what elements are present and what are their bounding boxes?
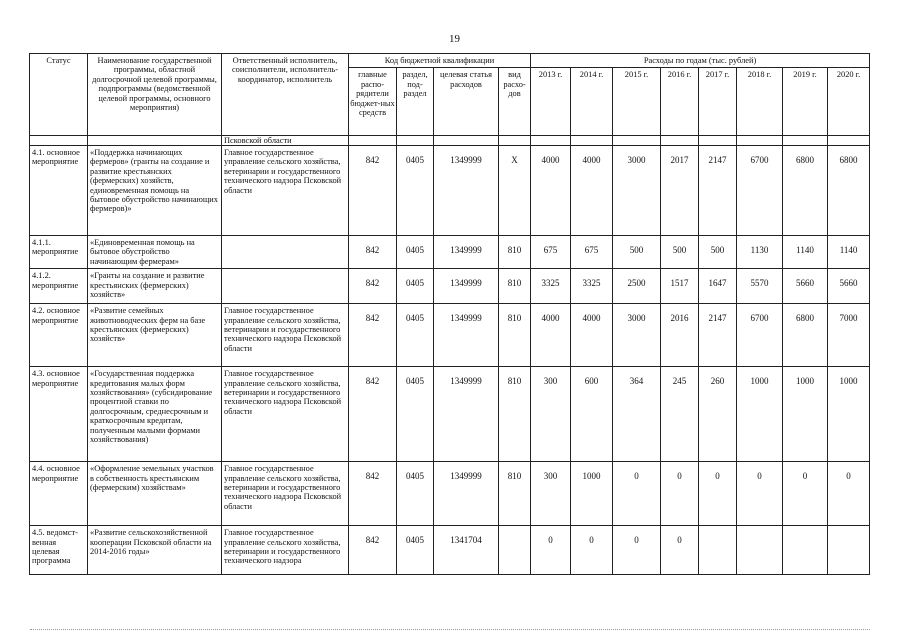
carryover-row (30, 136, 870, 146)
row-name: «Государственная поддержка кредитования малых форм хозяйствования» (субсидирование процентной ставки по долгосрочным, среднесрочным и краткосрочным кредитам, полученным малыми формами хозяйствования) (88, 367, 222, 462)
row-year-value: 300 (531, 462, 571, 526)
row-responsible: Главное государственное управление сельского хозяйства, ветеринарии и государственного технического надзора Псковской области (222, 462, 349, 526)
row-code-kind: 810 (499, 462, 531, 526)
row-year-value: 675 (531, 236, 571, 269)
row-year-value: 5570 (737, 269, 783, 304)
row-year-value: 1140 (828, 236, 870, 269)
row-year-value: 1647 (699, 269, 737, 304)
row-code-section: 0405 (397, 269, 434, 304)
row-year-value: 0 (531, 526, 571, 575)
header-year: 2017 г. (699, 68, 737, 136)
row-year-value: 0 (699, 462, 737, 526)
row-year-value: 300 (531, 367, 571, 462)
row-year-value: 600 (571, 367, 613, 462)
row-status: 4.2. основное мероприятие (30, 304, 88, 367)
header-year: 2015 г. (613, 68, 661, 136)
header-responsible: Ответственный исполнитель, соисполнители, исполнитель-координатор, исполнитель (222, 54, 349, 136)
row-code-section: 0405 (397, 304, 434, 367)
row-year-value: 0 (613, 462, 661, 526)
row-year-value: 245 (661, 367, 699, 462)
row-responsible: Главное государственное управление сельского хозяйства, ветеринарии и государственного технического надзора Псковской области (222, 367, 349, 462)
row-year-value: 500 (661, 236, 699, 269)
row-code-section: 0405 (397, 526, 434, 575)
table-row (30, 526, 870, 575)
row-year-value: 500 (613, 236, 661, 269)
row-code-section: 0405 (397, 462, 434, 526)
header-name: Наименование государственной программы, областной долгосрочной целевой программы, подпрограммы (ведомственной целевой программы, основного мероприятия) (88, 54, 222, 136)
row-year-value (828, 526, 870, 575)
row-name: «Оформление земельных участков в собственность крестьянским (фермерским) хозяйствам» (88, 462, 222, 526)
row-year-value: 6800 (783, 146, 828, 236)
row-year-value: 1000 (571, 462, 613, 526)
row-year-value: 4000 (571, 146, 613, 236)
row-year-value: 2017 (661, 146, 699, 236)
row-code-grbs: 842 (349, 236, 397, 269)
row-status: 4.1.1. мероприятие (30, 236, 88, 269)
row-year-value: 500 (699, 236, 737, 269)
row-status: 4.1. основное мероприятие (30, 146, 88, 236)
row-year-value: 0 (661, 526, 699, 575)
table-row (30, 462, 870, 526)
table-row (30, 236, 870, 269)
header-year: 2014 г. (571, 68, 613, 136)
row-status: 4.3. основное мероприятие (30, 367, 88, 462)
row-year-value: 0 (783, 462, 828, 526)
row-name: «Гранты на создание и развитие крестьянских (фермерских) хозяйств» (88, 269, 222, 304)
row-year-value: 260 (699, 367, 737, 462)
row-responsible: Главное государственное управление сельского хозяйства, ветеринарии и государственного технического надзора (222, 526, 349, 575)
row-year-value (783, 526, 828, 575)
row-status: 4.4. основное мероприятие (30, 462, 88, 526)
row-code-section: 0405 (397, 367, 434, 462)
header-code-grbs: главные распо-рядители бюджет-ных средств (349, 68, 397, 136)
row-year-value: 2147 (699, 146, 737, 236)
table-row (30, 269, 870, 304)
row-responsible (222, 269, 349, 304)
row-year-value: 4000 (531, 304, 571, 367)
row-year-value: 6700 (737, 146, 783, 236)
header-row (30, 54, 870, 68)
row-code-grbs: 842 (349, 526, 397, 575)
row-code-section: 0405 (397, 236, 434, 269)
row-code-kind: 810 (499, 367, 531, 462)
row-year-value: 7000 (828, 304, 870, 367)
row-year-value: 0 (571, 526, 613, 575)
row-year-value: 1000 (828, 367, 870, 462)
row-code-article: 1349999 (434, 146, 499, 236)
row-year-value: 6800 (783, 304, 828, 367)
row-year-value (699, 526, 737, 575)
header-code-article: целевая статья расходов (434, 68, 499, 136)
row-year-value: 3325 (531, 269, 571, 304)
row-year-value: 3325 (571, 269, 613, 304)
bottom-rule (30, 629, 870, 630)
row-code-kind: 810 (499, 236, 531, 269)
row-year-value: 4000 (531, 146, 571, 236)
row-code-article: 1349999 (434, 367, 499, 462)
row-year-value: 1130 (737, 236, 783, 269)
header-code-kind: вид расхо-дов (499, 68, 531, 136)
row-year-value: 0 (613, 526, 661, 575)
row-year-value: 5660 (783, 269, 828, 304)
row-name: «Единовременная помощь на бытовое обустройство начинающим фермерам» (88, 236, 222, 269)
header-status: Статус (30, 54, 88, 136)
carryover-text: Псковской области (222, 136, 349, 146)
header-budget-code-group: Код бюджетной квалификации (349, 54, 531, 68)
row-code-article: 1349999 (434, 304, 499, 367)
row-year-value: 3000 (613, 146, 661, 236)
row-code-kind: 810 (499, 304, 531, 367)
row-year-value: 0 (737, 462, 783, 526)
header-code-section: раздел, под-раздел (397, 68, 434, 136)
row-code-grbs: 842 (349, 462, 397, 526)
row-year-value: 2500 (613, 269, 661, 304)
row-year-value: 0 (828, 462, 870, 526)
row-year-value: 1517 (661, 269, 699, 304)
row-code-kind (499, 526, 531, 575)
row-responsible: Главное государственное управление сельского хозяйства, ветеринарии и государственного технического надзора Псковской области (222, 146, 349, 236)
header-year: 2019 г. (783, 68, 828, 136)
header-year: 2016 г. (661, 68, 699, 136)
row-name: «Развитие семейных животноводческих ферм на базе крестьянских (фермерских) хозяйств» (88, 304, 222, 367)
row-code-kind: X (499, 146, 531, 236)
row-code-article: 1341704 (434, 526, 499, 575)
row-year-value: 2016 (661, 304, 699, 367)
row-year-value: 6700 (737, 304, 783, 367)
row-name: «Поддержка начинающих фермеров» (гранты на создание и развитие крестьянских (фермерских) хозяйств, единовременная помощь на бытовое обустройство начинающих фермеров)» (88, 146, 222, 236)
row-year-value: 364 (613, 367, 661, 462)
row-responsible: Главное государственное управление сельского хозяйства, ветеринарии и государственного технического надзора Псковской области (222, 304, 349, 367)
header-year: 2018 г. (737, 68, 783, 136)
row-year-value (737, 526, 783, 575)
row-year-value: 4000 (571, 304, 613, 367)
table-row (30, 146, 870, 236)
row-code-grbs: 842 (349, 269, 397, 304)
row-name: «Развитие сельскохозяйственной кооперации Псковской области на 2014-2016 годы» (88, 526, 222, 575)
row-year-value: 3000 (613, 304, 661, 367)
row-year-value: 1000 (737, 367, 783, 462)
row-code-kind: 810 (499, 269, 531, 304)
budget-table (29, 53, 870, 575)
table-row (30, 367, 870, 462)
row-code-section: 0405 (397, 146, 434, 236)
header-year: 2013 г. (531, 68, 571, 136)
table-row (30, 304, 870, 367)
header-year: 2020 г. (828, 68, 870, 136)
row-status: 4.5. ведомст-венная целевая программа (30, 526, 88, 575)
row-status: 4.1.2. мероприятие (30, 269, 88, 304)
row-year-value: 1000 (783, 367, 828, 462)
row-code-article: 1349999 (434, 236, 499, 269)
row-code-grbs: 842 (349, 304, 397, 367)
row-code-grbs: 842 (349, 367, 397, 462)
header-expenses-group: Расходы по годам (тыс. рублей) (531, 54, 870, 68)
row-year-value: 0 (661, 462, 699, 526)
row-year-value: 675 (571, 236, 613, 269)
row-year-value: 5660 (828, 269, 870, 304)
row-year-value: 1140 (783, 236, 828, 269)
page-number: 19 (449, 33, 460, 45)
row-responsible (222, 236, 349, 269)
row-year-value: 6800 (828, 146, 870, 236)
row-year-value: 2147 (699, 304, 737, 367)
row-code-article: 1349999 (434, 462, 499, 526)
row-code-article: 1349999 (434, 269, 499, 304)
row-code-grbs: 842 (349, 146, 397, 236)
